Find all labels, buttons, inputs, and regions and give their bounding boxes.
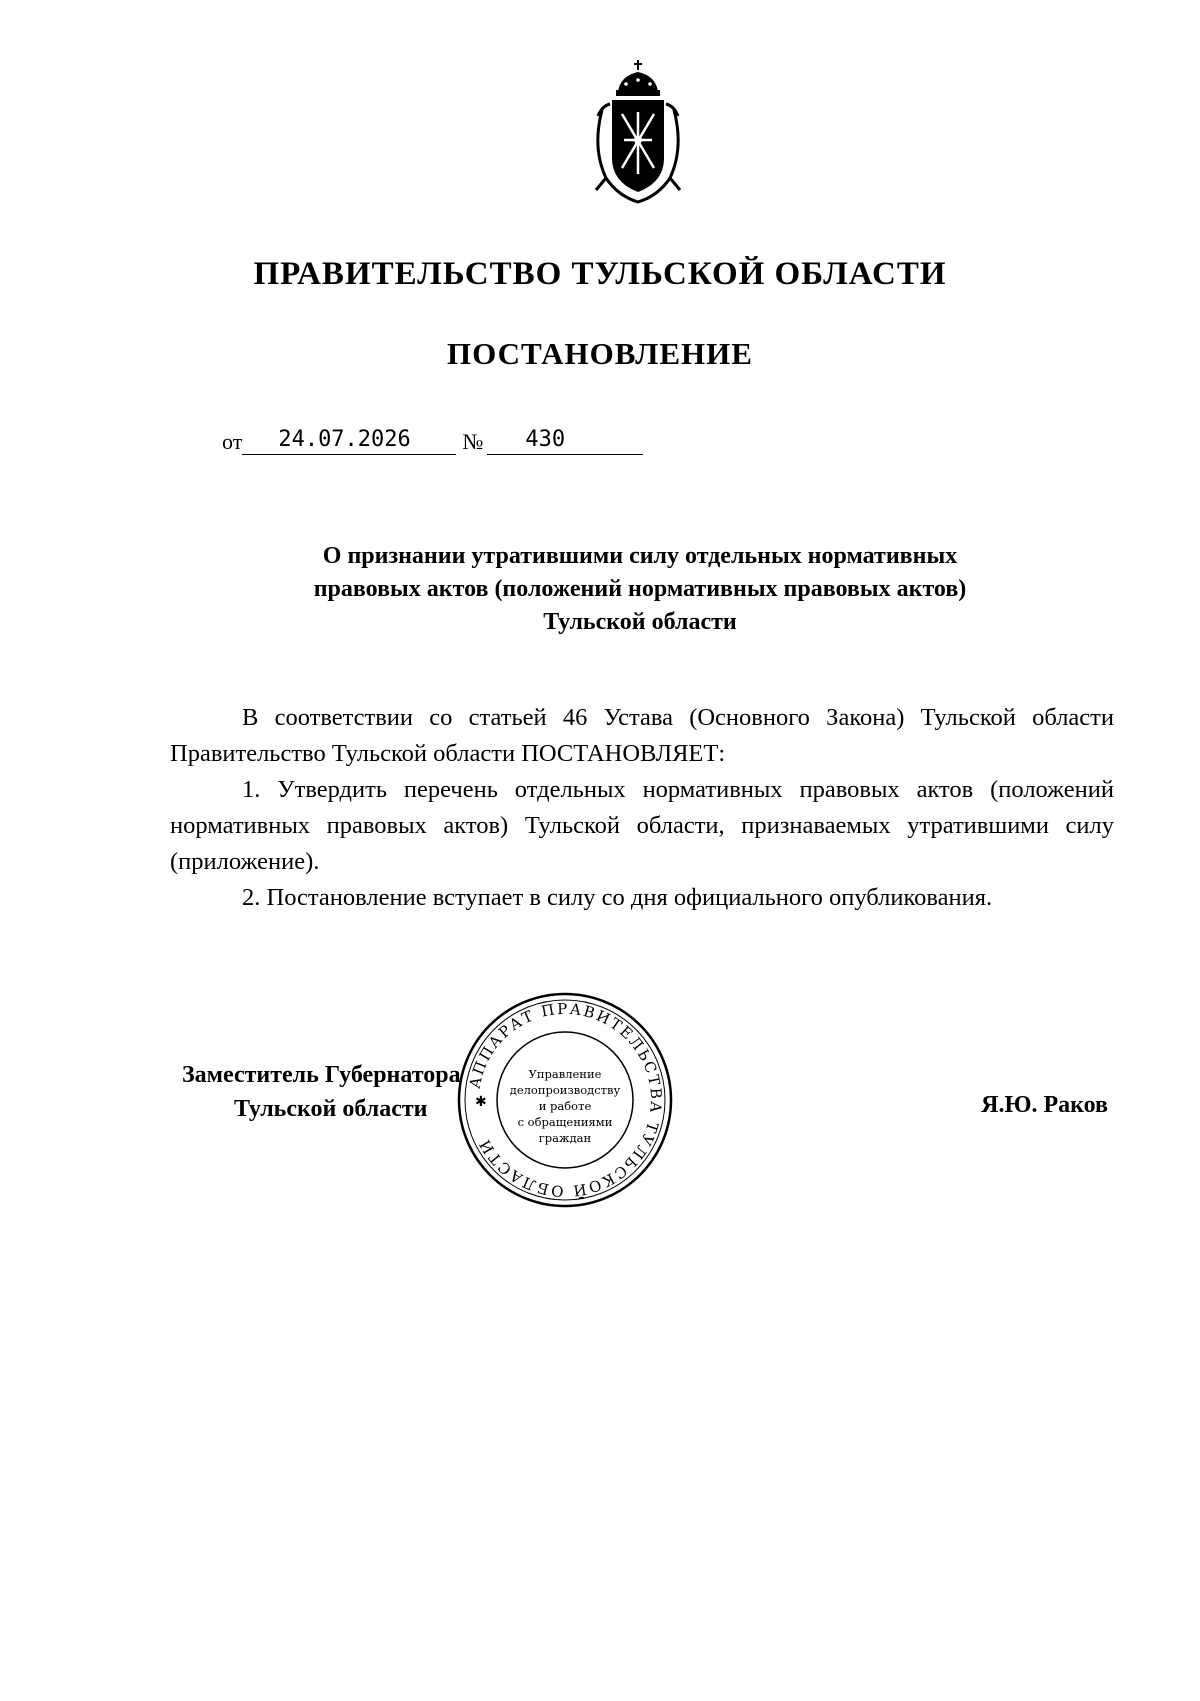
number-prefix: № <box>462 429 484 454</box>
document-number: 430 <box>525 427 566 452</box>
date-prefix: от <box>222 429 243 454</box>
subject-line-3: Тульской области <box>543 609 737 635</box>
signatory-position-line-1: Заместитель Губернатора <box>182 1062 461 1088</box>
signatory-name: Я.Ю. Раков <box>981 1092 1108 1118</box>
stamp-center-line-3: и работе <box>538 1099 592 1113</box>
item-1-paragraph: 1. Утвердить перечень отдельных нормативных правовых актов (положений нормативных правовых актов) Тульской области, признаваемых утратившими силу (приложение). <box>170 776 1114 875</box>
document-date: 24.07.2026 <box>278 427 411 452</box>
government-title: ПРАВИТЕЛЬСТВО ТУЛЬСКОЙ ОБЛАСТИ <box>253 256 947 292</box>
crown-icon <box>616 60 660 96</box>
stamp-center-line-4: с обращениями <box>517 1115 613 1129</box>
official-stamp <box>455 990 675 1210</box>
registration-line <box>222 428 643 455</box>
item-2-paragraph: 2. Постановление вступает в силу со дня официального опубликования. <box>242 884 993 911</box>
number-field <box>487 428 643 455</box>
document-type-title: ПОСТАНОВЛЕНИЕ <box>447 336 753 371</box>
signatory-position <box>182 1058 461 1126</box>
stamp-center-line-5: граждан <box>538 1131 592 1145</box>
subject-line-2: правовых актов (положений нормативных правовых актов) <box>313 576 967 602</box>
stamp-star-icon: ✱ <box>475 1094 487 1110</box>
tula-coat-of-arms-emblem <box>588 58 688 206</box>
signatory-position-line-2: Тульской области <box>234 1096 428 1122</box>
subject-line-1: О признании утратившими силу отдельных нормативных <box>322 543 958 569</box>
stamp-center-line-1: Управление <box>528 1067 602 1081</box>
date-field <box>242 428 456 455</box>
stamp-ring-text: АППАРАТ ПРАВИТЕЛЬСТВА ТУЛЬСКОЙ ОБЛАСТИ <box>465 999 666 1201</box>
stamp-center-line-2: делопроизводству <box>509 1083 621 1097</box>
document-body <box>170 700 1114 916</box>
preamble-paragraph: В соответствии со статьей 46 Устава (Основного Закона) Тульской области Правительство Тульской области ПОСТАНОВЛЯЕТ: <box>170 704 1114 767</box>
document-subject <box>200 540 1080 639</box>
